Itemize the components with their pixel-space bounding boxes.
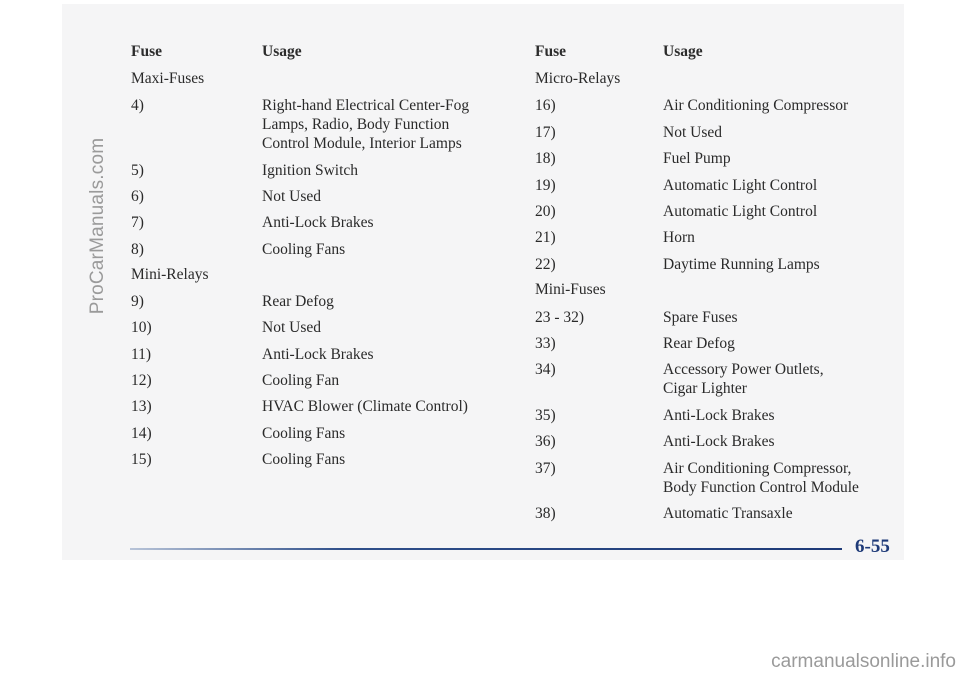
fuse-number: 15) [131, 450, 152, 468]
fuse-usage: Accessory Power Outlets, [663, 361, 824, 379]
fuse-usage: Not Used [663, 123, 722, 141]
fuse-number: 13) [131, 398, 152, 416]
fuse-number: 8) [131, 240, 144, 258]
fuse-number: 19) [535, 176, 556, 194]
fuse-usage: Air Conditioning Compressor [663, 97, 849, 115]
fuse-usage: Automatic Transaxle [663, 505, 793, 522]
fuse-number: 6) [131, 187, 144, 205]
fuse-number: 21) [535, 229, 556, 247]
fuse-usage: Right-hand Electrical Center-Fog [262, 97, 470, 115]
side-watermark [78, 0, 118, 675]
page-rule [130, 548, 842, 550]
section-title: Micro-Relays [535, 70, 621, 87]
section-title: Mini-Relays [131, 265, 209, 283]
fuse-number: 5) [131, 161, 144, 179]
fuse-usage: Daytime Running Lamps [663, 255, 820, 273]
fuse-number: 11) [131, 345, 152, 363]
fuse-usage: Anti-Lock Brakes [262, 345, 374, 363]
fuse-number: 35) [535, 406, 556, 424]
fuse-number: 9) [131, 293, 144, 311]
fuse-usage: Control Module, Interior Lamps [262, 135, 462, 153]
fuse-number: 20) [535, 203, 556, 220]
fuse-usage: Anti-Lock Brakes [663, 406, 775, 424]
fuse-number: 10) [131, 319, 152, 337]
fuse-number: 12) [131, 372, 152, 389]
fuse-usage: Anti-Lock Brakes [262, 214, 374, 232]
fuse-number: 14) [131, 424, 152, 442]
fuse-usage: Not Used [262, 319, 321, 337]
fuse-usage: Cigar Lighter [663, 380, 747, 398]
fuse-usage: Ignition Switch [262, 161, 359, 179]
left-usage-header: Usage [262, 43, 302, 60]
fuse-usage: HVAC Blower (Climate Control) [262, 398, 468, 416]
fuse-number: 4) [131, 97, 144, 115]
fuse-usage: Fuel Pump [663, 150, 731, 168]
fuse-usage: Cooling Fans [262, 240, 346, 258]
right-usage-header: Usage [663, 43, 703, 60]
fuse-number: 22) [535, 255, 556, 273]
fuse-number: 34) [535, 361, 556, 379]
fuse-usage: Rear Defog [262, 293, 334, 311]
fuse-usage: Automatic Light Control [663, 203, 818, 220]
fuse-number: 17) [535, 123, 556, 141]
fuse-usage: Cooling Fan [262, 372, 340, 389]
fuse-number: 37) [535, 459, 556, 477]
fuse-usage: Cooling Fans [262, 450, 346, 468]
bottom-watermark: carmanualsonline.info [771, 651, 956, 672]
page-number: 6-55 [855, 536, 890, 557]
fuse-usage: Spare Fuses [663, 308, 738, 326]
section-title: Maxi-Fuses [131, 70, 205, 87]
fuse-usage: Lamps, Radio, Body Function [262, 116, 450, 134]
fuse-usage: Horn [663, 229, 695, 247]
fuse-number: 38) [535, 505, 556, 522]
fuse-usage: Rear Defog [663, 335, 735, 352]
fuse-usage: Not Used [262, 187, 321, 205]
right-fuse-header: Fuse [535, 43, 566, 60]
fuse-number: 18) [535, 150, 556, 168]
side-watermark-text: ProCarManuals.com [87, 137, 108, 315]
fuse-usage: Automatic Light Control [663, 176, 818, 194]
fuse-number: 33) [535, 335, 556, 352]
fuse-usage: Body Function Control Module [663, 478, 859, 496]
fuse-usage: Cooling Fans [262, 424, 346, 442]
section-title: Mini-Fuses [535, 281, 606, 299]
fuse-number: 36) [535, 433, 556, 451]
fuse-number: 23 - 32) [535, 308, 585, 326]
fuse-number: 16) [535, 97, 556, 115]
left-fuse-header: Fuse [131, 43, 162, 60]
fuse-number: 7) [131, 214, 144, 232]
fuse-usage: Anti-Lock Brakes [663, 433, 775, 451]
fuse-usage: Air Conditioning Compressor, [663, 459, 852, 477]
